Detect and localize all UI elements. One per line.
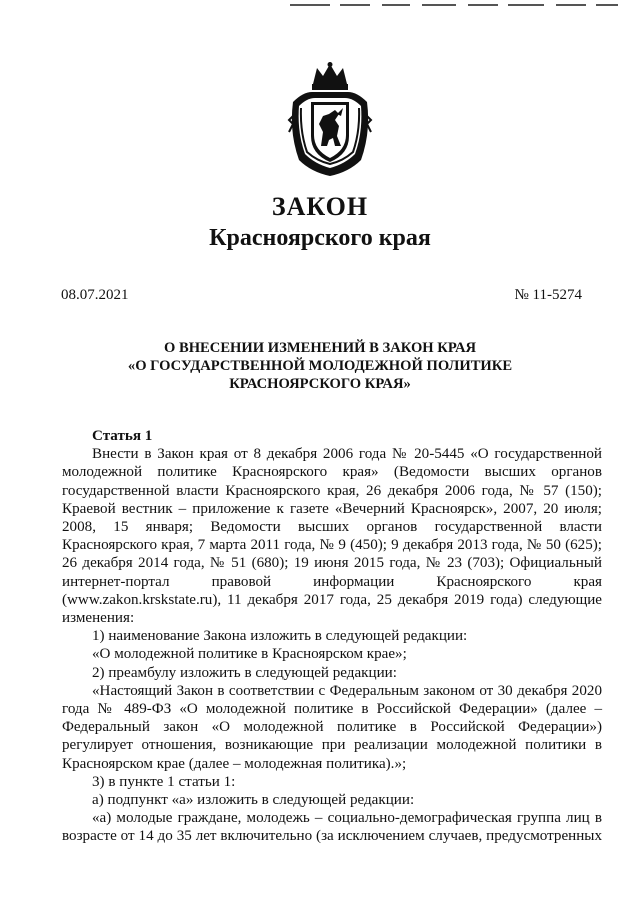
body-paragraph: 3) в пункте 1 статьи 1: [92, 773, 236, 790]
body-paragraph: Внести в Закон края от 8 декабря 2006 года № 20-5445 «О государственной молодежной политике Красноярского края» (Ведомости высших органов государственной власти Красноярского края, 26 декабря 2006 года, № 57 (150); Краевой вестник – приложение к газете «Вечерний Красноярск», 2007, 20 июля; 2008, 15 января; Ведомости высших органов государственной власти Красноярского края, 7 марта 2011 года, № 9 (450); 9 декабря 2013 года, № 50 (625); 26 декабря 2014 года, № 51 (680); 19 июня 2015 года, № 23 (703); Официальный интернет-портал правовой информации Красноярского края (www.zakon.krskstate.ru), 11 декабря 2017 года, 25 декабря 2019 года) следующие изменения: [62, 446, 602, 627]
law-heading-line: О ВНЕСЕНИИ ИЗМЕНЕНИЙ В ЗАКОН КРАЯ [163, 340, 477, 356]
law-body [62, 427, 602, 846]
document-date: 08.07.2021 [61, 287, 129, 303]
article-heading: Статья 1 [92, 428, 153, 444]
body-paragraph: 2) преамбулу изложить в следующей редакции: [92, 664, 397, 681]
body-paragraph: «О молодежной политике в Красноярском крае»; [92, 646, 407, 663]
law-heading [0, 339, 640, 393]
document-title: ЗАКОН [271, 192, 369, 221]
coat-of-arms-icon [285, 62, 375, 180]
body-paragraph: «Настоящий Закон в соответствии с Федеральным законом от 30 декабря 2020 года № 489-ФЗ «О молодежной политике в Российской Федерации» (далее – Федеральный закон «О молодежной политике в Российской Федерации») регулирует отношения, возникающие при реализации молодежной политики в Красноярском крае (далее – молодежная политика).»; [62, 682, 602, 772]
body-paragraph: 1) наименование Закона изложить в следующей редакции: [92, 628, 468, 645]
body-paragraph: а) подпункт «а» изложить в следующей редакции: [92, 792, 415, 809]
document-number: № 11-5274 [514, 287, 582, 303]
law-heading-line: «О ГОСУДАРСТВЕННОЙ МОЛОДЕЖНОЙ ПОЛИТИКЕ [127, 358, 513, 374]
law-heading-line: КРАСНОЯРСКОГО КРАЯ» [229, 376, 411, 392]
body-paragraph: «а) молодые граждане, молодежь – социально-демографическая группа лиц в возрасте от 14 до 35 лет включительно (за исключением случаев, предусмотренных [62, 810, 602, 845]
scan-artifact [290, 4, 620, 8]
document-subtitle: Красноярского края [209, 225, 431, 251]
